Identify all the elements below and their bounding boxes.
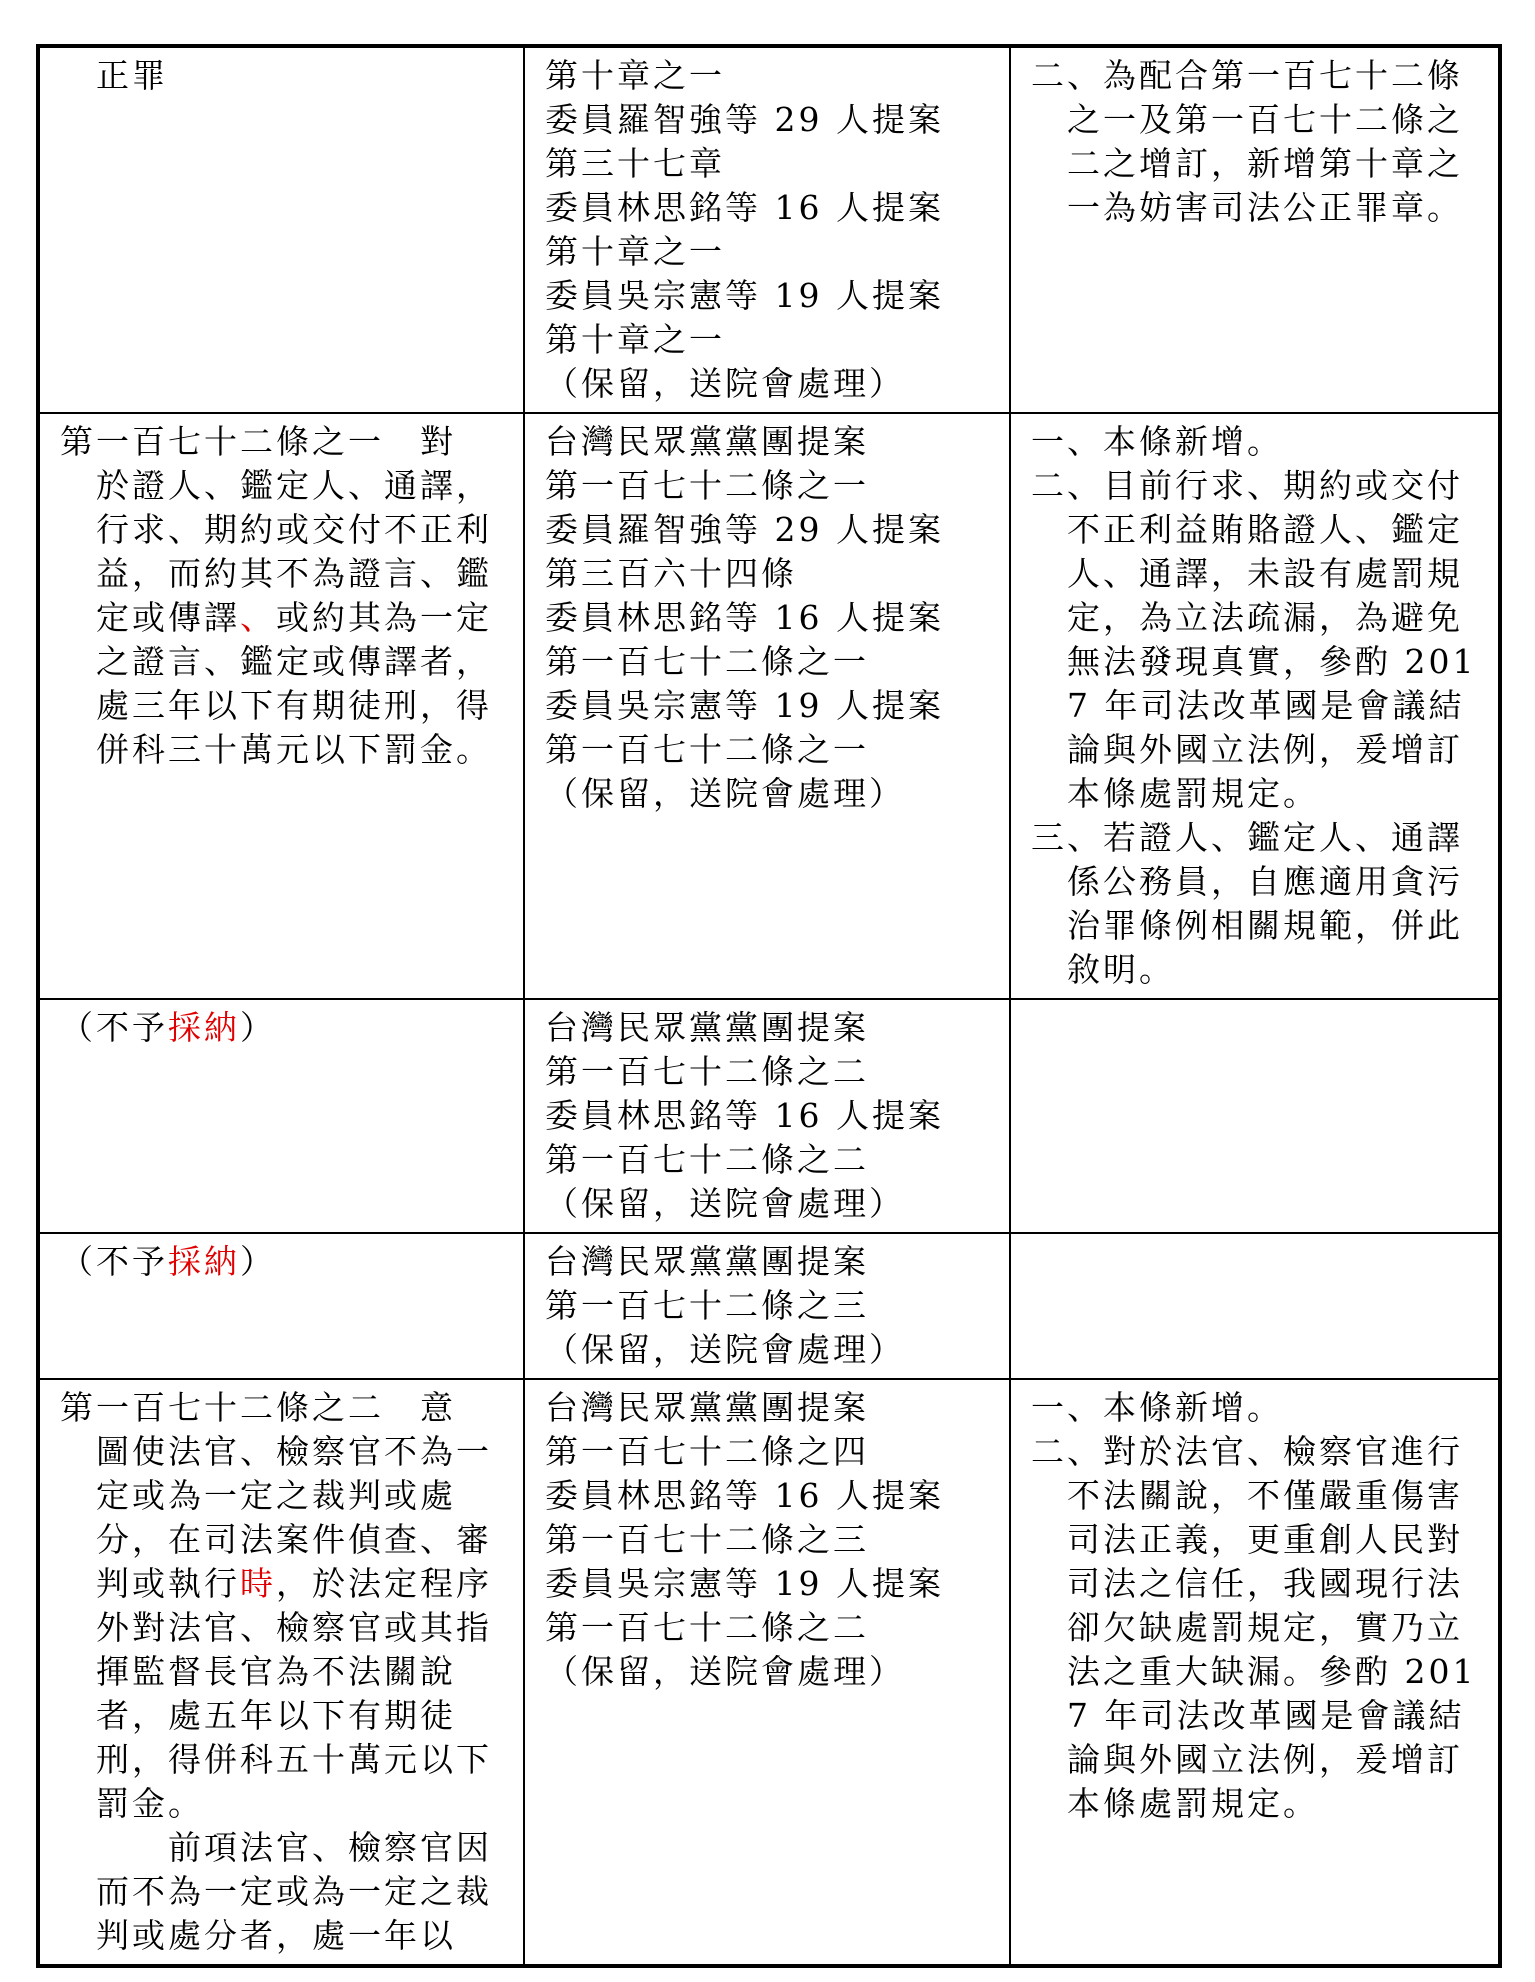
proposal-line: 第一百七十二條之四	[545, 1432, 869, 1471]
article-paragraph-2: 前項法官、檢察官因而不為一定或為一定之裁判或處分者，處一年以	[96, 1828, 492, 1955]
table-row	[38, 999, 1500, 1233]
proposal-line: 第一百七十二條之一	[545, 642, 869, 681]
proposal-line: 台灣民眾黨黨團提案	[545, 1242, 869, 1281]
article-body	[60, 464, 505, 772]
table-row	[38, 46, 1500, 413]
proposal-cell	[524, 413, 1010, 999]
explanation-item: 二、對於法官、檢察官進行不法關說，不僅嚴重傷害司法正義，更重創人民對司法之信任，我國現行法卻欠缺處罰規定，實乃立法之重大缺漏。參酌 2017 年司法改革國是會議結論與外國立法例，爰增訂本條處罰規定。	[1031, 1432, 1477, 1823]
explanation-item: 一、本條新增。	[1031, 422, 1283, 461]
proposal-line: 第十章之一	[545, 232, 725, 271]
proposal-cell	[524, 1233, 1010, 1379]
proposal-line: （保留，送院會處理）	[545, 1652, 905, 1691]
not-adopted-note	[60, 1006, 505, 1050]
proposal-line: 第一百七十二條之三	[545, 1520, 869, 1559]
article-text-cell	[38, 46, 524, 413]
article-text-cell	[38, 1379, 524, 1966]
proposal-line: 第十章之一	[545, 320, 725, 359]
not-adopted-note	[60, 1240, 505, 1284]
article-body-text: 於證人、鑑定人、通譯，行求、期約或交付不正利益，而約其不為證言、鑑定或傳譯	[96, 466, 492, 637]
explanation-item: 二、目前行求、期約或交付不正利益賄賂證人、鑑定人、通譯，未設有處罰規定，為立法疏漏，為避免無法發現真實，參酌 2017 年司法改革國是會議結論與外國立法例，爰增訂本條處罰規定。	[1031, 466, 1477, 813]
explanation-cell	[1010, 999, 1500, 1233]
proposal-line: 委員林思銘等 16 人提案	[545, 1476, 944, 1515]
proposal-line: 委員羅智強等 29 人提案	[545, 100, 944, 139]
comparison-table	[36, 44, 1502, 1968]
article-text-cell	[38, 1233, 524, 1379]
table-row	[38, 1233, 1500, 1379]
explanation-item: 三、若證人、鑑定人、通譯係公務員，自應適用貪污治罪條例相關規範，併此敘明。	[1031, 818, 1463, 989]
proposal-line: （保留，送院會處理）	[545, 1330, 905, 1369]
proposal-line: 第三百六十四條	[545, 554, 797, 593]
document-page	[36, 44, 1498, 1970]
proposal-cell	[524, 999, 1010, 1233]
proposal-line: 委員林思銘等 16 人提案	[545, 598, 944, 637]
article-body-text: ，於法定程序外對法官、檢察官或其指揮監督長官為不法關說者，處五年以下有期徒刑，得併科五十萬元以下罰金。	[96, 1564, 492, 1823]
proposal-line: 第三十七章	[545, 144, 725, 183]
article-text-cell	[38, 413, 524, 999]
explanation-cell	[1010, 46, 1500, 413]
proposal-line: 委員林思銘等 16 人提案	[545, 1096, 944, 1135]
red-revision-mark: 採納	[168, 1008, 240, 1047]
explanation-item: 一、本條新增。	[1031, 1388, 1283, 1427]
explanation-cell	[1010, 1233, 1500, 1379]
explanation-item: 二、為配合第一百七十二條之一及第一百七十二條之二之增訂，新增第十章之一為妨害司法公正罪章。	[1031, 56, 1463, 227]
article-body	[60, 1430, 505, 1826]
table-row	[38, 1379, 1500, 1966]
proposal-line: 委員羅智強等 29 人提案	[545, 510, 944, 549]
proposal-line: 台灣民眾黨黨團提案	[545, 422, 869, 461]
proposal-cell	[524, 1379, 1010, 1966]
proposal-line: 第一百七十二條之三	[545, 1286, 869, 1325]
proposal-line: 委員吳宗憲等 19 人提案	[545, 276, 944, 315]
proposal-line: 委員林思銘等 16 人提案	[545, 188, 944, 227]
proposal-line: 台灣民眾黨黨團提案	[545, 1008, 869, 1047]
proposal-line: 第一百七十二條之二	[545, 1608, 869, 1647]
table-row	[38, 413, 1500, 999]
proposal-cell	[524, 46, 1010, 413]
article-text-cell	[38, 999, 524, 1233]
proposal-line: 台灣民眾黨黨團提案	[545, 1388, 869, 1427]
explanation-cell	[1010, 413, 1500, 999]
explanation-cell	[1010, 1379, 1500, 1966]
proposal-line: （保留，送院會處理）	[545, 774, 905, 813]
note-text: ）	[240, 1242, 276, 1281]
proposal-line: 第一百七十二條之二	[545, 1052, 869, 1091]
article-text-line: 正罪	[96, 56, 168, 95]
article-heading: 第一百七十二條之二 意	[60, 1388, 456, 1427]
red-revision-mark: 、	[240, 598, 276, 637]
proposal-line: 委員吳宗憲等 19 人提案	[545, 1564, 944, 1603]
proposal-line: 第一百七十二條之一	[545, 466, 869, 505]
proposal-line: （保留，送院會處理）	[545, 1184, 905, 1223]
proposal-line: 第一百七十二條之一	[545, 730, 869, 769]
article-heading: 第一百七十二條之一 對	[60, 422, 456, 461]
note-text: （不予	[60, 1242, 168, 1281]
proposal-line: （保留，送院會處理）	[545, 364, 905, 403]
article-body-text: 圖使法官、檢察官不為一定或為一定之裁判或處分，在司法案件偵查、審判或執行	[96, 1432, 492, 1603]
proposal-line: 委員吳宗憲等 19 人提案	[545, 686, 944, 725]
red-revision-mark: 採納	[168, 1242, 240, 1281]
red-revision-mark: 時	[240, 1564, 276, 1603]
proposal-line: 第十章之一	[545, 56, 725, 95]
note-text: （不予	[60, 1008, 168, 1047]
article-body-text: 或約其為一定之證言、鑑定或傳譯者，處三年以下有期徒刑，得併科三十萬元以下罰金。	[96, 598, 492, 769]
note-text: ）	[240, 1008, 276, 1047]
proposal-line: 第一百七十二條之二	[545, 1140, 869, 1179]
